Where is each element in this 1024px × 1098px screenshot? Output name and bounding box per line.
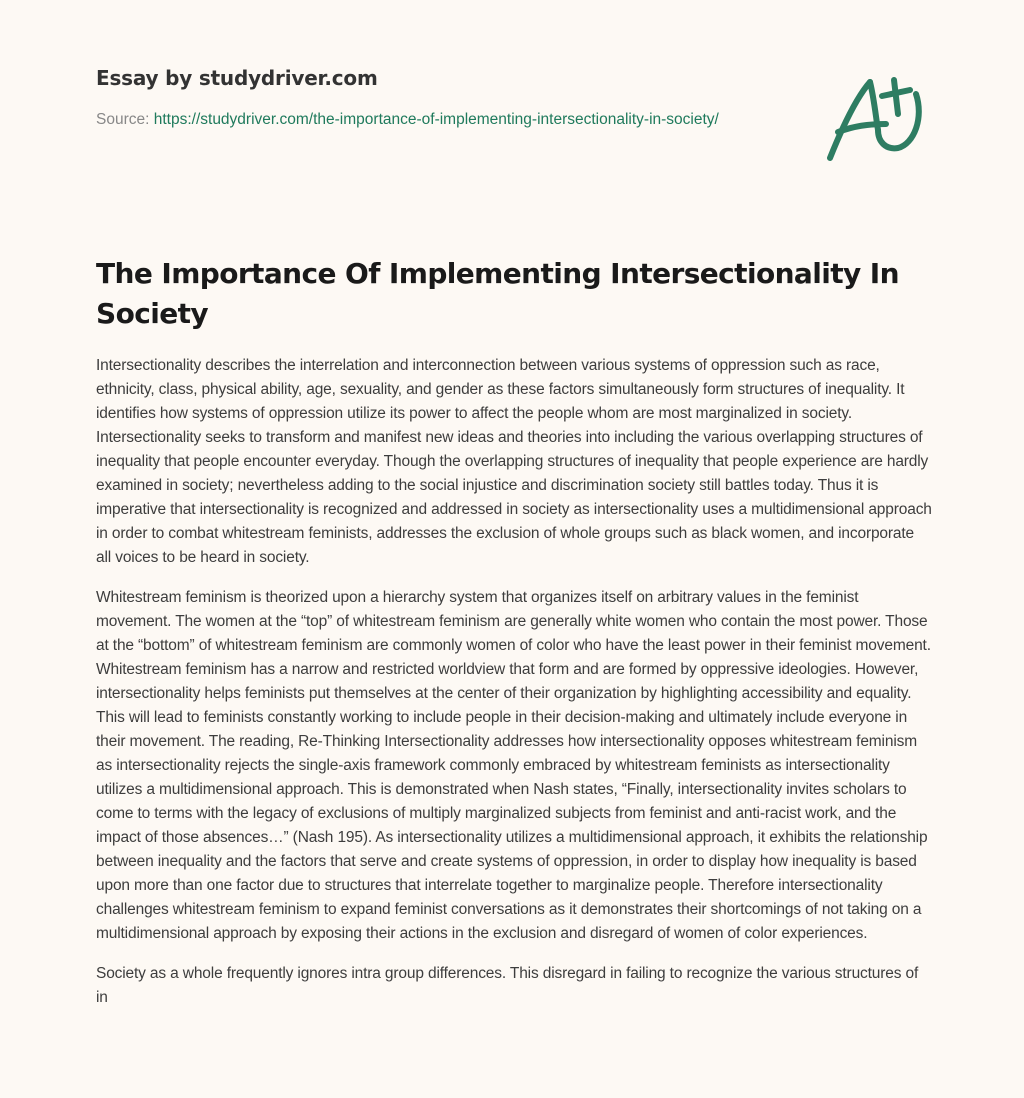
paragraph: Whitestream feminism is theorized upon a hierarchy system that organizes itself on arbitrary values in the feminist movement. The women at the “top” of whitestream feminism are generally white women who contain the most power. Those at the “bottom” of whitestream feminism are commonly women of color who have the least power in their feminist movement. Whitestream feminism has a narrow and restricted worldview that form and are formed by oppressive ideologies. However, intersectionality helps feminists put themselves at the center of their organization by highlighting accessibility and equality. This will lead to feminists constantly working to include people in their decision-making and ultimately include everyone in their movement. The reading, Re-Thinking Intersectionality addresses how intersectionality opposes whitestream feminism as intersectionality rejects the single-axis framework commonly embraced by whitestream feminists as intersectionality utilizes a multidimensional approach. This is demonstrated when Nash states, “Finally, intersectionality invites scholars to come to terms with the legacy of exclusions of multiply marginalized subjects from feminist and anti-racist work, and the impact of those absences…” (Nash 195). As intersectionality utilizes a multidimensional approach, it exhibits the relationship between inequality and the factors that serve and create systems of oppression, in order to display how inequality is based upon more than one factor due to structures that interrelate together to marginalize people. Therefore intersectionality challenges whitestream feminism to expand feminist conversations as it demonstrates their shortcomings of not taking on a multidimensional approach by exposing their actions in the exclusion and disregard of women of color experiences. <box>96 589 931 942</box>
paragraph: Intersectionality describes the interrelation and interconnection between various systems of oppression such as race, ethnicity, class, physical ability, age, sexuality, and gender as these factors simultaneously form structures of inequality. It identifies how systems of oppression utilize its power to affect the people whom are most marginalized in society. Intersectionality seeks to transform and manifest new ideas and theories into including the various overlapping structures of inequality that people encounter everyday. Though the overlapping structures of inequality that people experience are hardly examined in society; nevertheless adding to the social injustice and discrimination society still battles today. Thus it is imperative that intersectionality is recognized and addressed in society as intersectionality uses a multidimensional approach in order to combat whitestream feminists, addresses the exclusion of whole groups such as black women, and incorporate all voices to be heard in society. <box>96 357 932 566</box>
source-label: Source: <box>96 111 154 128</box>
page-header <box>96 62 736 132</box>
site-title: Essay by studydriver.com <box>96 66 378 90</box>
source-link[interactable]: https://studydriver.com/the-importance-of-implementing-intersectionality-in-society/ <box>153 111 719 128</box>
article-body <box>96 354 932 1026</box>
a-plus-grade-icon <box>822 68 932 168</box>
source-line <box>96 108 736 132</box>
article-title: The Importance Of Implementing Intersectionality In Society <box>96 257 899 330</box>
paragraph: Society as a whole frequently ignores intra group differences. This disregard in failing to recognize the various structures of in <box>96 965 919 1006</box>
